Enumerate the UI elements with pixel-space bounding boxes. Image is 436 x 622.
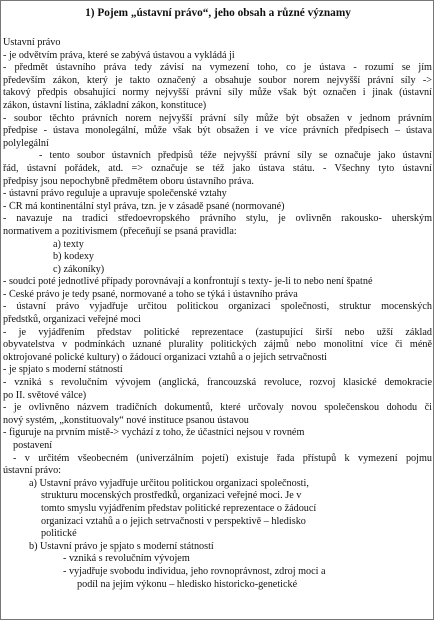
text-line: - v určitém všeobecném (univerzálním pojetí) existuje řada přístupů k vymezení pojmu [13, 452, 432, 464]
text-line: b) Ústavní právo je spjato s moderní státností [29, 540, 214, 552]
text-line: předpise - ústava monolegální, může však být obsažen i ve více právních předpisech – ústava [3, 125, 432, 137]
text-line: - ústavní právo vyjadřuje určitou politickou organizaci společnosti, struktur mocenských [3, 301, 432, 313]
text-line: - vyjadřuje svobodu individua, jeho rovnoprávnost, zdroj moci a [63, 565, 326, 577]
text-line: - je spjato s moderní státností [3, 364, 123, 376]
text-line: a) Ústavní právo vyjadřuje určitou politickou organizaci společnosti, [29, 477, 309, 489]
text-line: - je odvětvím práva, které se zabývá ústavou a vykládá ji [3, 49, 235, 61]
document-title: 1) Pojem „ústavní právo“, jeho obsah a různé významy [85, 7, 351, 19]
text-line: normativem a pozitivismem (přeceňují se psaná pravidla: [3, 225, 237, 237]
text-line: - vzniká s revolučním vývojem [63, 553, 190, 565]
text-line: především zákon, který je takto označený a obsahuje soubor norem nejvyšší právní síly -> [3, 74, 432, 86]
text-line: předpisy jsou nepochybně předmětem oboru ústavního práva. [3, 175, 254, 187]
text-line: - předmět ústavního práva tedy závisí na vymezení toho, co je ústava - rozumí se jím [3, 62, 432, 74]
text-line: Ústavní právo [3, 37, 61, 48]
text-line: ústavní právo: [3, 465, 62, 477]
text-line: - ČR má kontinentální styl práva, tzn. je v zásadě psané (normované) [3, 200, 285, 212]
text-line: strukturu mocenských prostředků, organizaci veřejné moci. Je v [41, 490, 302, 502]
text-line: - České právo je tedy psané, normované a toho se týká i ústavního práva [3, 288, 298, 300]
text-line: nový systém, „konstituovaly“ nové instituce psanou ústavou [3, 414, 249, 426]
text-line: řád, ústavní pořádek, atd. => označuje se též jako ústava státu. - Všechny tyto ústavní [3, 162, 432, 174]
text-line: politické [41, 528, 77, 540]
text-line: po II. světové válce) [3, 389, 87, 401]
text-line: postavení [13, 440, 53, 451]
text-line: - vzniká s revolučním vývojem (anglická, francouzská revoluce, rozvoj klasické demokracie [3, 377, 432, 389]
text-line: c) zákoníky) [53, 263, 105, 275]
text-line: zákon, ústavní listina, základní zákon, konstituce) [3, 99, 207, 111]
text-line: - figuruje na prvním místě-> vychází z toho, že účastníci nejsou v rovném [3, 427, 305, 439]
text-line: - je vyjádřením představ politické reprezentace (zastupující širší nebo užší základ [3, 326, 432, 338]
text-line: podíl na jejím výkonu – hledisko historicko-genetické [77, 578, 298, 590]
text-line: b) kodexy [53, 251, 95, 263]
text-line: - soudci poté jednotlivé případy porovnávají a konfrontují s texty- je-li to nebo není špatné [3, 276, 373, 288]
document-body [3, 37, 433, 591]
text-line: předstků, organizaci veřejné moci [3, 314, 141, 326]
text-line: - navazuje na tradici středoevropského právního stylu, je ovlivněn rakousko- uherským [3, 213, 432, 225]
text-line: polylegální [3, 137, 49, 149]
text-line: - tento soubor ústavních předpisů téže nejvyšší právní síly se označuje jako ústavní [39, 150, 432, 162]
text-line: organizaci vztahů a o jejich setrvačnosti v perspektivě – hledisko [41, 515, 306, 527]
text-line: takový předpis obsahující normy nejvyšší právní síly může však být označen i jinak (ústavní [3, 87, 432, 99]
text-line: obyvatelstva v podmínkách uznané plurality politických zájmů nebo monolitní více či méně [3, 339, 432, 351]
text-line: oktrojované polické kultury) o žádoucí organizaci vztahů a o jejich setrvačnosti [3, 351, 328, 363]
text-line: tomto smyslu vyjádřením představ politické reprezentace o žádoucí [41, 502, 317, 514]
text-line: a) texty [53, 238, 84, 250]
text-line: - soubor těchto právních norem nejvyšší právní síly může být obsažen v jednom právním [3, 112, 432, 124]
text-line: - je ovlivněno názvem tradičních dokumentů, které určovaly novou společenskou dohodu či [3, 402, 432, 414]
text-line: - ústavní právo reguluje a upravuje společenské vztahy [3, 188, 227, 200]
